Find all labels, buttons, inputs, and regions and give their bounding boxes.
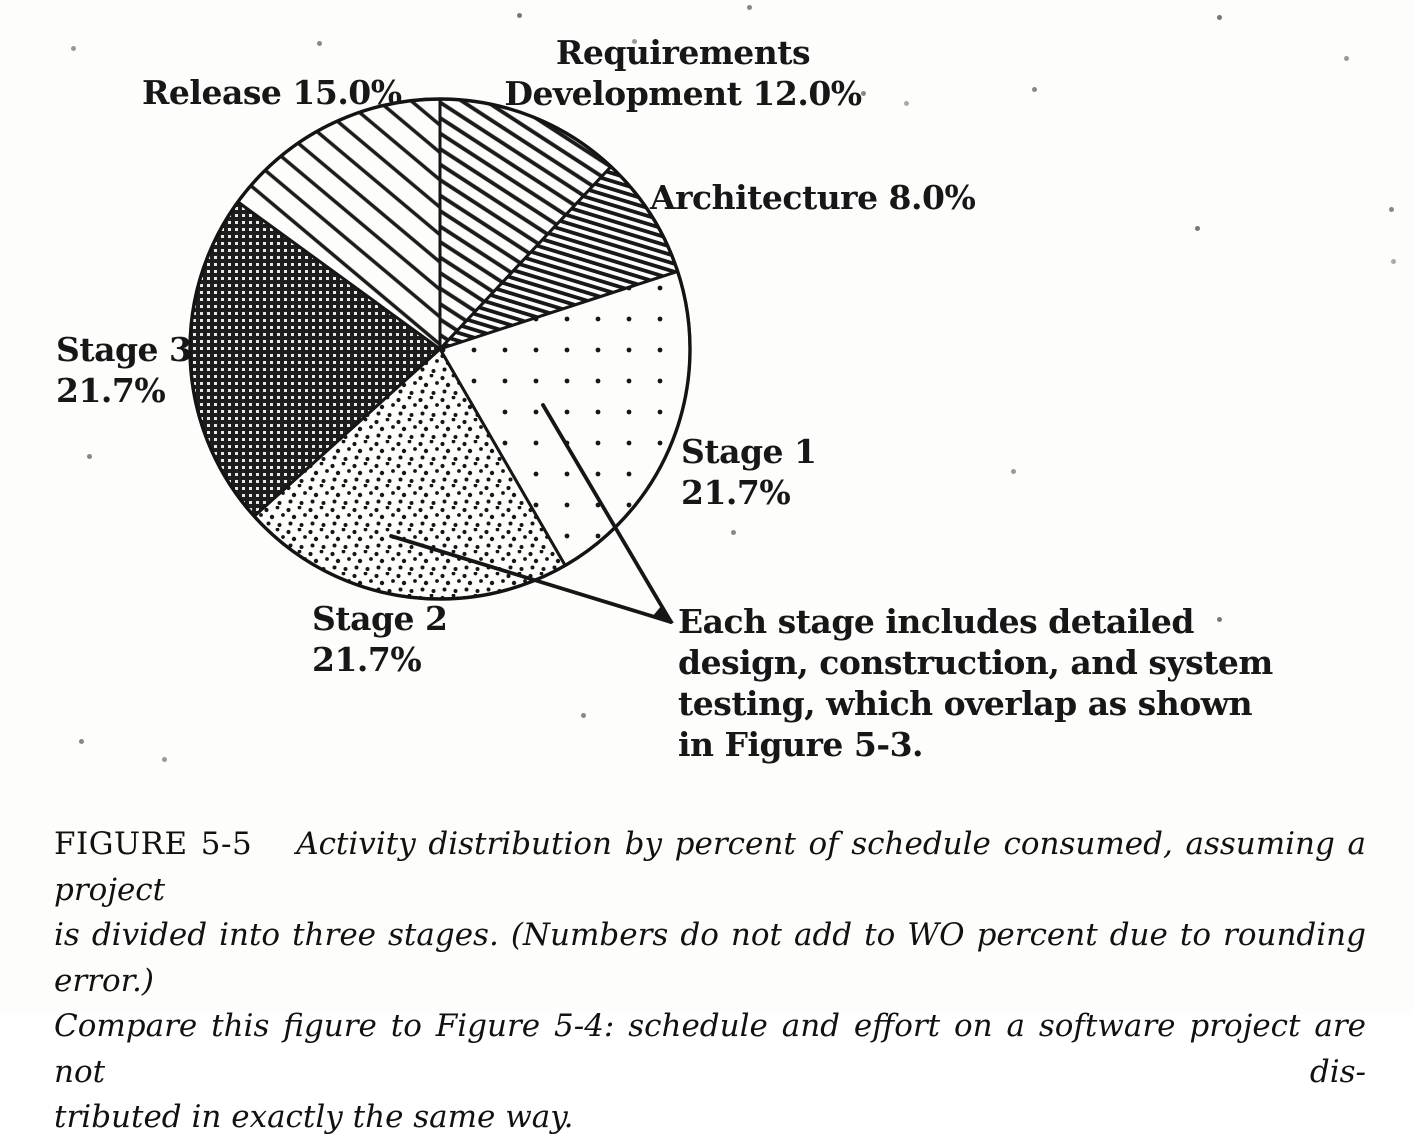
stage-overlap-annotation — [678, 601, 1273, 765]
annotation-line: design, construction, and system — [678, 643, 1273, 682]
figure-number: FIGURE 5-5 — [54, 826, 253, 862]
label-stage-3 — [56, 329, 191, 411]
label-stage-1-name: Stage 1 — [681, 432, 817, 471]
caption-text: Activity distribution by percent of schedule consumed, assuming a project — [54, 826, 1366, 908]
label-stage-2-name: Stage 2 — [312, 599, 448, 638]
label-stage-3-name: Stage 3 — [56, 330, 192, 369]
label-release: Release 15.0% — [142, 73, 402, 112]
caption-line: Compare this figure to Figure 5-4: schedule and effort on a software project are not dis- — [54, 1008, 1366, 1090]
label-stage-3-pct: 21.7% — [56, 371, 166, 410]
label-architecture: Architecture 8.0% — [650, 178, 976, 217]
label-stage-1 — [681, 431, 816, 513]
caption-line: is divided into three stages. (Numbers do not add to WO percent due to rounding error.) — [54, 917, 1366, 999]
annotation-line: Each stage includes detailed — [678, 602, 1194, 641]
caption-line: tributed in exactly the same way. — [54, 1099, 574, 1135]
label-requirements-development: Requirements Development 12.0% — [504, 33, 862, 113]
label-stage-2 — [312, 598, 447, 680]
annotation-line: testing, which overlap as shown — [678, 684, 1253, 723]
figure-caption — [54, 822, 1366, 1141]
annotation-line: in Figure 5-3. — [678, 725, 924, 764]
label-stage-1-pct: 21.7% — [681, 473, 791, 512]
label-stage-2-pct: 21.7% — [312, 640, 422, 679]
caption-line — [54, 822, 1366, 913]
